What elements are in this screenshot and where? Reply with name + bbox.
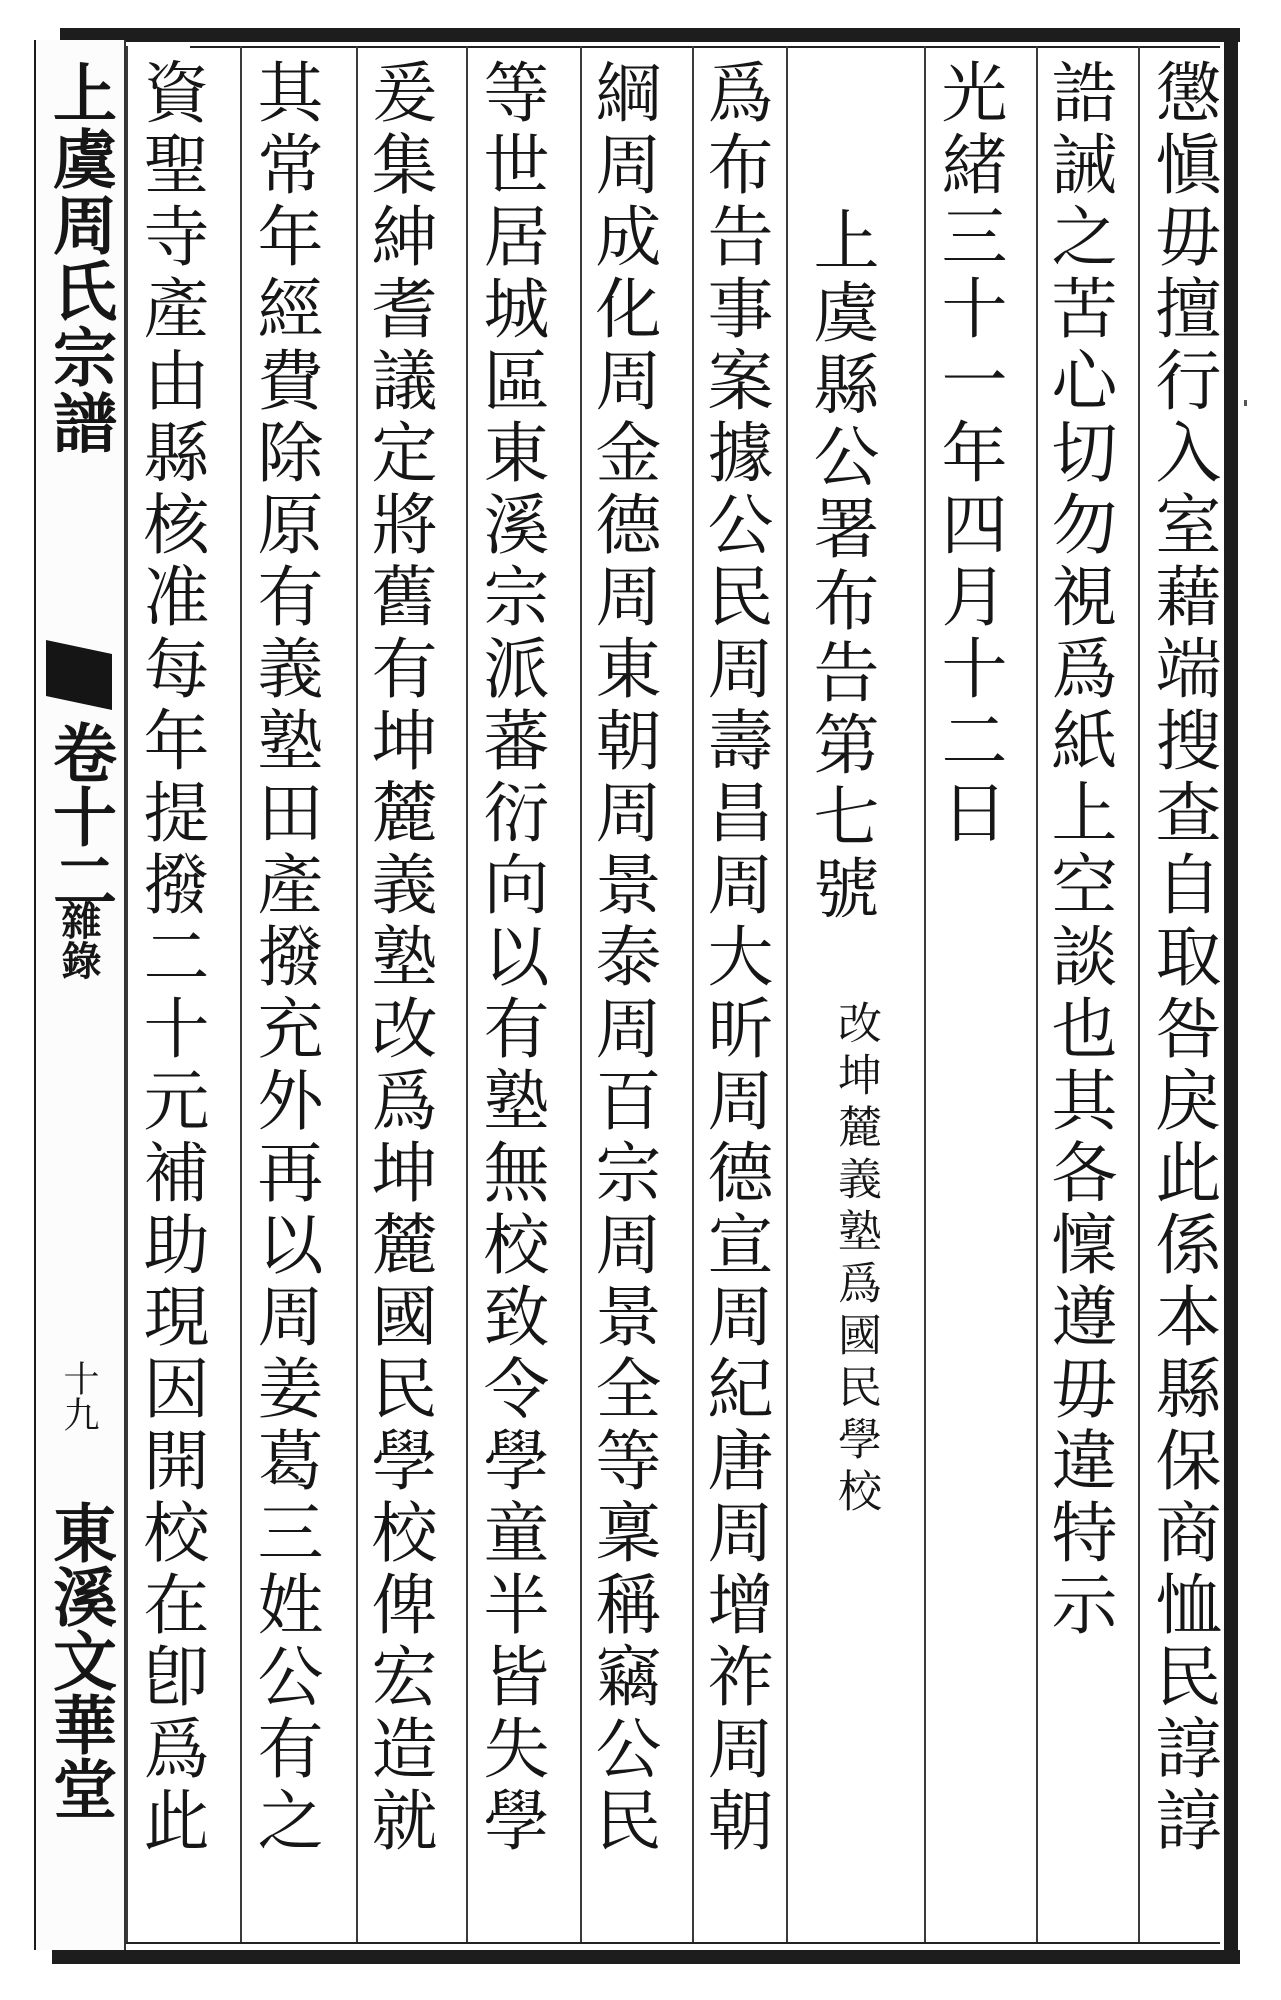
column-rule — [240, 46, 242, 1942]
inner-frame-top — [190, 46, 1220, 48]
page-frame-top — [60, 28, 1240, 42]
text-column-1: 懲愼毋擅行入室藉端搜查自取咎戾此係本縣保商恤民諄諄 — [1144, 58, 1221, 1858]
column-rule — [786, 46, 788, 1942]
text-column-2: 誥誡之苦心切勿視爲紙上空談也其各懍遵毋違特示 — [1040, 58, 1117, 1642]
spine-hall-name: 東溪文華堂 — [42, 1500, 117, 1820]
text-column-9: 其常年經費除原有義塾田產撥充外再以周姜葛三姓公有之 — [246, 58, 323, 1858]
spine-book-title: 上虞周氏宗譜 — [42, 60, 117, 456]
inner-frame-bottom — [120, 1942, 1220, 1944]
column-rule — [1138, 46, 1140, 1942]
column-rule — [466, 46, 468, 1942]
text-column-10: 資聖寺產由縣核准每年提撥二十元補助現因開校在卽爲此 — [132, 58, 209, 1858]
text-column-3: 光緒三十一年四月十二日 — [930, 58, 1007, 850]
text-column-5: 爲布告事案據公民周壽昌周大昕周德宣周紀唐周增祚周朝 — [696, 58, 773, 1858]
text-column-7: 等世居城區東溪宗派蕃衍向以有塾無校致令學童半皆失學 — [472, 58, 549, 1858]
notice-title: 上虞縣公署布告第七號 — [802, 206, 879, 926]
spine-section-name: 雜錄 — [55, 900, 102, 980]
spine-volume: 卷十二 — [42, 720, 117, 912]
column-rule — [126, 46, 128, 1942]
spine-page-number: 十九 — [58, 1360, 99, 1432]
column-rule — [924, 46, 926, 1942]
page-frame-right — [1224, 28, 1238, 1964]
notice-annotation: 改坤麓義塾爲國民學校 — [830, 1000, 881, 1520]
page-frame-bottom — [52, 1950, 1240, 1964]
text-column-6: 綱周成化周金德周東朝周景泰周百宗周景全等稟稱竊公民 — [584, 58, 661, 1858]
text-column-8: 爰集紳耆議定將舊有坤麓義塾改爲坤麓國民學校俾宏造就 — [360, 58, 437, 1858]
ink-speck — [1244, 400, 1247, 406]
